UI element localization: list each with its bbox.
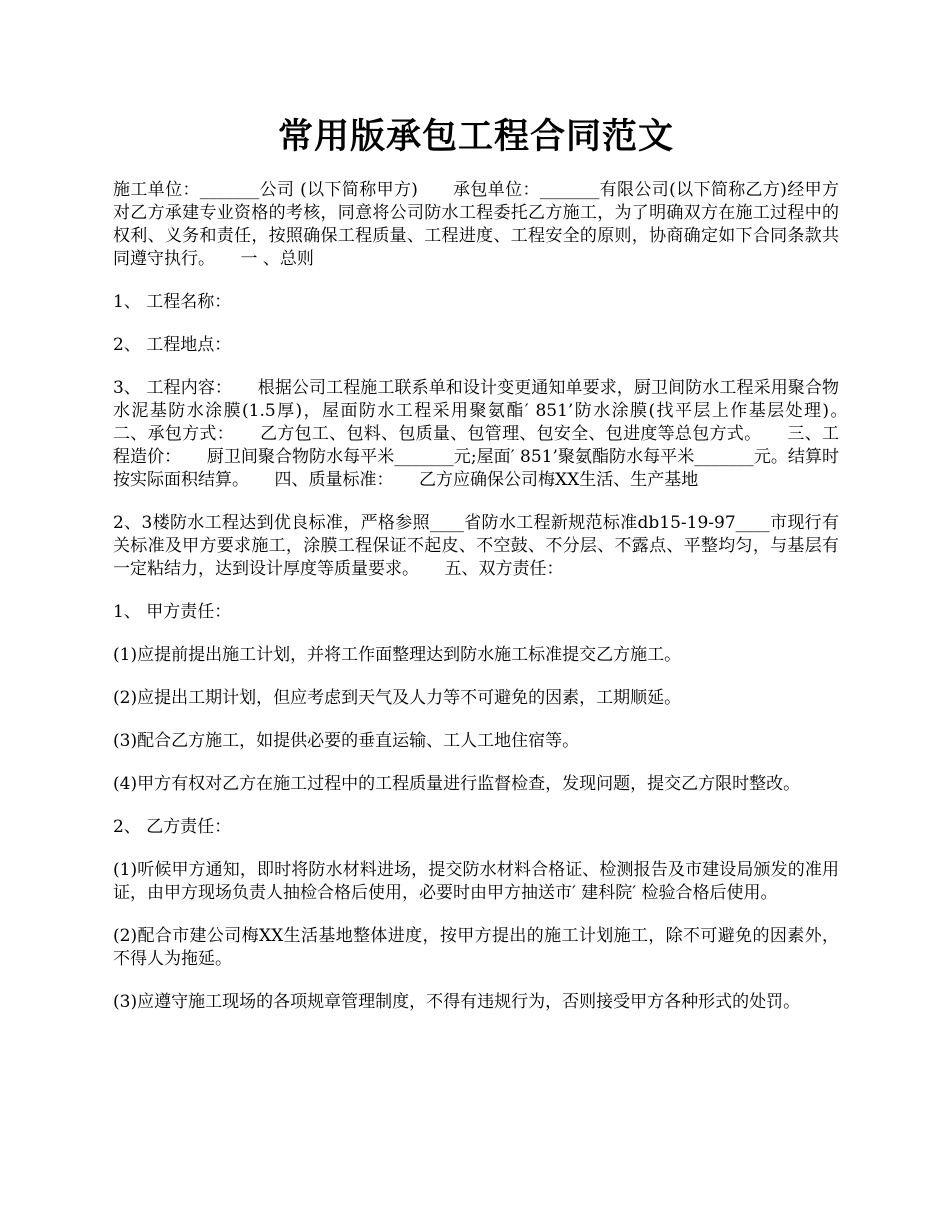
party-a-item-1: (1)应提前提出施工计划，并将工作面整理达到防水施工标准提交乙方施工。 (113, 645, 682, 665)
quality-standard-paragraph: 2、3楼防水工程达到优良标准，严格参照____省防水工程新规范标准db15-19-97____市现行有关标准及甲方要求施工，涂膜工程保证不起皮、不空鼓、不分层、不露点、平整均匀，与基层有一定粘结力，达到设计厚度等质量要求。 五、双方责任： (113, 513, 839, 579)
party-a-item-3: (3)配合乙方施工，如提供必要的垂直运输、工人工地住宿等。 (113, 731, 580, 751)
party-b-heading: 2、 乙方责任： (113, 817, 232, 837)
project-location-line: 2、 工程地点： (113, 335, 232, 355)
party-b-item-3: (3)应遵守施工现场的各项规章管理制度，不得有违规行为，否则接受甲方各种形式的处罚。 (113, 992, 801, 1012)
document-body (113, 179, 873, 1034)
party-a-item-4: (4)甲方有权对乙方在施工过程中的工程质量进行监督检查，发现问题，提交乙方限时整改。 (113, 774, 801, 794)
intro-paragraph: 施工单位：_______公司 (以下简称甲方) 承包单位：_______有限公司(以下简称乙方)经甲方对乙方承建专业资格的考核，同意将公司防水工程委托乙方施工，为了明确双方在施工过程中的权利、义务和责任，按照确保工程质量、工程进度、工程安全的原则，协商确定如下合同条款共同遵守执行。 一 、总则 (113, 180, 839, 269)
party-a-heading: 1、 甲方责任： (113, 602, 232, 622)
project-name-line: 1、 工程名称： (113, 292, 232, 312)
party-b-item-2: (2)配合市建公司梅XX生活基地整体进度，按甲方提出的施工计划施工，除不可避免的因素外，不得人为拖延。 (113, 926, 839, 969)
project-content-paragraph: 3、 工程内容： 根据公司工程施工联系单和设计变更通知单要求，厨卫间防水工程采用聚合物水泥基防水涂膜(1.5厚)，屋面防水工程采用聚氨酯′ 851’防水涂膜(找平层上作基层处理)。 二、承包方式： 乙方包工、包料、包质量、包管理、包安全、包进度等总包方式。 三、工程造价： 厨卫间聚合物防水每平米_______元;屋面′ 851’聚氨酯防水每平米_______元。结算时按实际面积结算。 四、质量标准： 乙方应确保公司梅XX生活、生产基地 (113, 378, 873, 490)
party-b-item-1: (1)听候甲方通知，即时将防水材料进场，提交防水材料合格证、检测报告及市建设局颁发的准用证，由甲方现场负责人抽检合格后使用，必要时由甲方抽送市′ 建科院′ 检验合格后使用。 (113, 860, 839, 903)
document-title: 常用版承包工程合同范文 (277, 116, 674, 157)
party-a-item-2: (2)应提出工期计划，但应考虑到天气及人力等不可避免的因素，工期顺延。 (113, 688, 682, 708)
